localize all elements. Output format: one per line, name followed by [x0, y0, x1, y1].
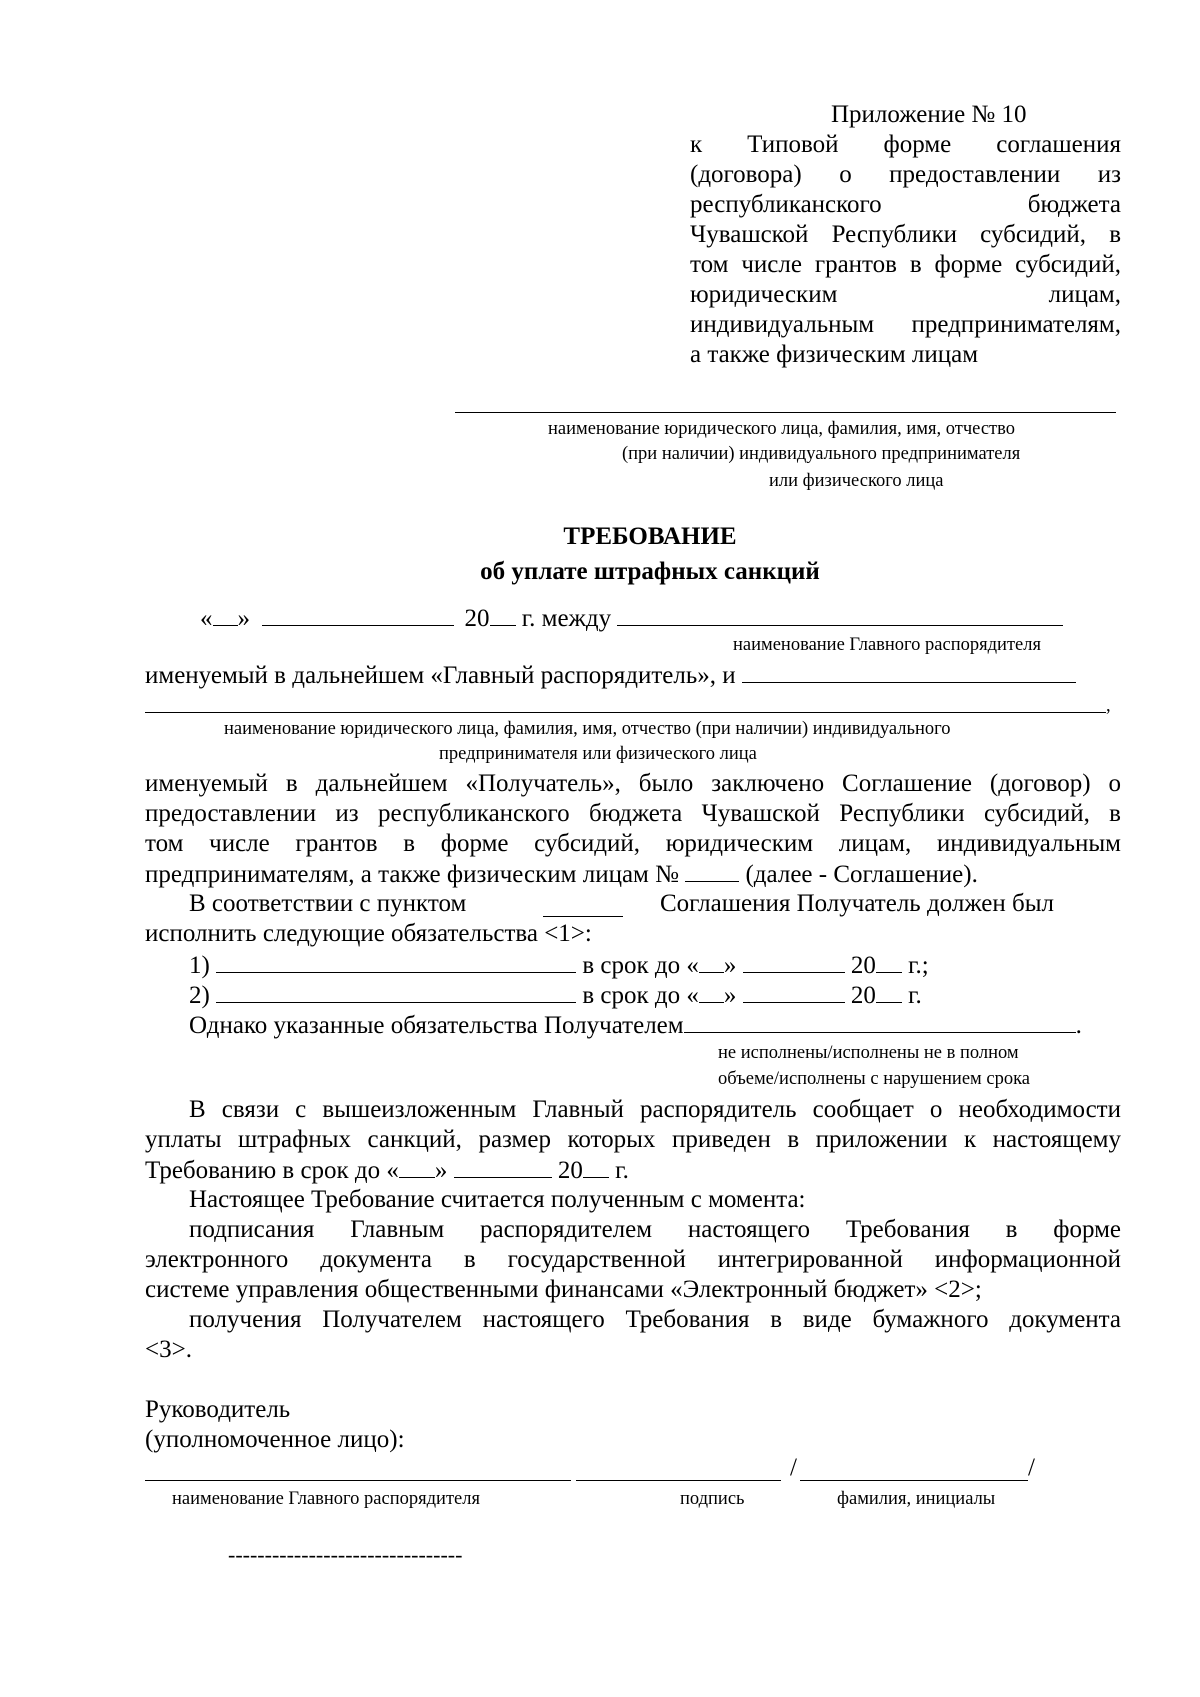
signature-caption-sign: подпись	[680, 1489, 745, 1509]
recipient-caption: или физического лица	[769, 471, 944, 491]
month-field[interactable]	[262, 603, 454, 626]
year-field[interactable]	[876, 950, 902, 973]
signature-caption-fio: фамилия, инициалы	[837, 1489, 996, 1509]
year-prefix: 20	[557, 1157, 583, 1184]
recipient-caption-3: предпринимателя или физического лица	[439, 744, 757, 764]
fulfillment-status-field[interactable]	[684, 1010, 1076, 1033]
obligation-row	[189, 950, 929, 981]
obligation-row	[189, 980, 922, 1011]
document-subtitle: об уплате штрафных санкций	[480, 558, 820, 585]
recipient-caption: наименование юридического лица, фамилия, имя, отчество	[548, 419, 1015, 439]
signature-sign-line[interactable]	[576, 1480, 781, 1481]
intro-date-line	[200, 603, 1063, 634]
para4-sign-line: электронного документа в государственной интегрированной информационной	[145, 1246, 1121, 1273]
however-caption: объеме/исполнены с нарушением срока	[718, 1069, 1030, 1089]
year-suffix: г. между	[521, 605, 612, 632]
signature-fio-line[interactable]	[800, 1480, 1028, 1481]
signature-name-line[interactable]	[145, 1480, 571, 1481]
obligation-num: 1)	[189, 952, 210, 979]
annex-line: Чувашской Республики субсидий, в	[690, 221, 1121, 248]
para4-line1: Настоящее Требование считается полученным с момента:	[189, 1186, 806, 1213]
month-field[interactable]	[743, 950, 845, 973]
para1-last-start: предпринимателям, а также физическим лицам №	[145, 861, 679, 888]
slash: /	[790, 1454, 797, 1481]
para3-last	[145, 1155, 629, 1186]
quote-close: »	[434, 1157, 448, 1184]
year-prefix: 20	[464, 605, 490, 632]
day-field[interactable]	[399, 1155, 435, 1178]
recipient-name-line	[455, 412, 1116, 413]
obligation-deadline: в срок до «	[582, 952, 699, 979]
obligation-field[interactable]	[216, 950, 576, 973]
annex-title: Приложение № 10	[831, 101, 1027, 128]
year-field[interactable]	[583, 1155, 609, 1178]
slash: /	[1028, 1454, 1035, 1481]
however-text: Однако указанные обязательства Получателем	[189, 1012, 684, 1039]
main-manager-caption: наименование Главного распорядителя	[733, 635, 1041, 655]
year-prefix: 20	[850, 982, 876, 1009]
period: .	[1075, 1012, 1082, 1039]
named-manager-text: именуемый в дальнейшем «Главный распорядитель», и	[145, 662, 736, 689]
para1-line: именуемый в дальнейшем «Получатель», было заключено Соглашение (договор) о	[145, 770, 1121, 797]
para1-last-end: (далее - Соглашение).	[745, 861, 978, 888]
comma: ,	[1106, 696, 1111, 716]
named-manager-line	[145, 660, 1076, 691]
document-title: ТРЕБОВАНИЕ	[563, 523, 737, 550]
recipient-caption: (при наличии) индивидуального предпринимателя	[622, 444, 1021, 464]
annex-line: индивидуальным предпринимателям,	[690, 311, 1121, 338]
main-manager-field[interactable]	[617, 603, 1063, 626]
month-field[interactable]	[454, 1155, 552, 1178]
obligation-num: 2)	[189, 982, 210, 1009]
obligation-end: г.	[908, 982, 922, 1009]
para1-line: предоставлении из республиканского бюджета Чувашской Республики субсидий, в	[145, 800, 1121, 827]
quote-open: «	[200, 605, 213, 632]
month-field[interactable]	[743, 980, 845, 1003]
quote-close: »	[723, 952, 737, 979]
annex-line: а также физическим лицам	[690, 341, 979, 368]
para2-start: В соответствии с пунктом	[189, 890, 467, 917]
signature-head: Руководитель	[145, 1396, 291, 1423]
para3-last-end: г.	[615, 1157, 629, 1184]
day-field[interactable]	[699, 980, 724, 1003]
para2-line2: исполнить следующие обязательства <1>:	[145, 920, 592, 947]
footnote-separator: --------------------------------	[228, 1542, 463, 1567]
recipient-field[interactable]	[742, 660, 1076, 683]
para3-line: уплаты штрафных санкций, размер которых приведен в приложении к настоящему	[145, 1126, 1121, 1153]
obligation-end: г.;	[908, 952, 929, 979]
year-field[interactable]	[876, 980, 902, 1003]
para3-line: В связи с вышеизложенным Главный распорядитель сообщает о необходимости	[189, 1096, 1121, 1123]
annex-line: (договора) о предоставлении из	[690, 161, 1121, 188]
para3-last-start: Требованию в срок до «	[145, 1157, 399, 1184]
annex-line: к Типовой форме соглашения	[690, 131, 1121, 158]
para4-sign-last: системе управления общественными финансами «Электронный бюджет» <2>;	[145, 1276, 982, 1303]
annex-line: том числе грантов в форме субсидий,	[690, 251, 1121, 278]
recipient-caption-2: наименование юридического лица, фамилия, имя, отчество (при наличии) индивидуального	[224, 719, 951, 739]
para4-receipt-last: <3>.	[145, 1336, 192, 1363]
agreement-number-field[interactable]	[685, 859, 739, 882]
quote-close: »	[723, 982, 737, 1009]
obligation-deadline: в срок до «	[582, 982, 699, 1009]
day-field[interactable]	[213, 603, 238, 626]
annex-line: республиканского бюджета	[690, 191, 1121, 218]
year-field[interactable]	[490, 603, 516, 626]
annex-line: юридическим лицам,	[690, 281, 1121, 308]
para4-sign-line: подписания Главным распорядителем настоящего Требования в форме	[189, 1216, 1121, 1243]
para1-line: том числе грантов в форме субсидий, юридическим лицам, индивидуальным	[145, 830, 1121, 857]
quote-close: »	[237, 605, 250, 632]
signature-head-2: (уполномоченное лицо):	[145, 1426, 405, 1453]
para1-last	[145, 859, 978, 890]
clause-field[interactable]	[543, 894, 623, 917]
recipient-full-line	[145, 712, 1106, 713]
however-caption: не исполнены/исполнены не в полном	[718, 1043, 1019, 1063]
obligation-field[interactable]	[216, 980, 576, 1003]
para4-receipt-line: получения Получателем настоящего Требования в виде бумажного документа	[189, 1306, 1121, 1333]
however-line	[189, 1010, 1082, 1041]
year-prefix: 20	[850, 952, 876, 979]
day-field[interactable]	[699, 950, 724, 973]
para2-end: Соглашения Получатель должен был	[660, 890, 1054, 917]
signature-caption-name: наименование Главного распорядителя	[172, 1489, 480, 1509]
